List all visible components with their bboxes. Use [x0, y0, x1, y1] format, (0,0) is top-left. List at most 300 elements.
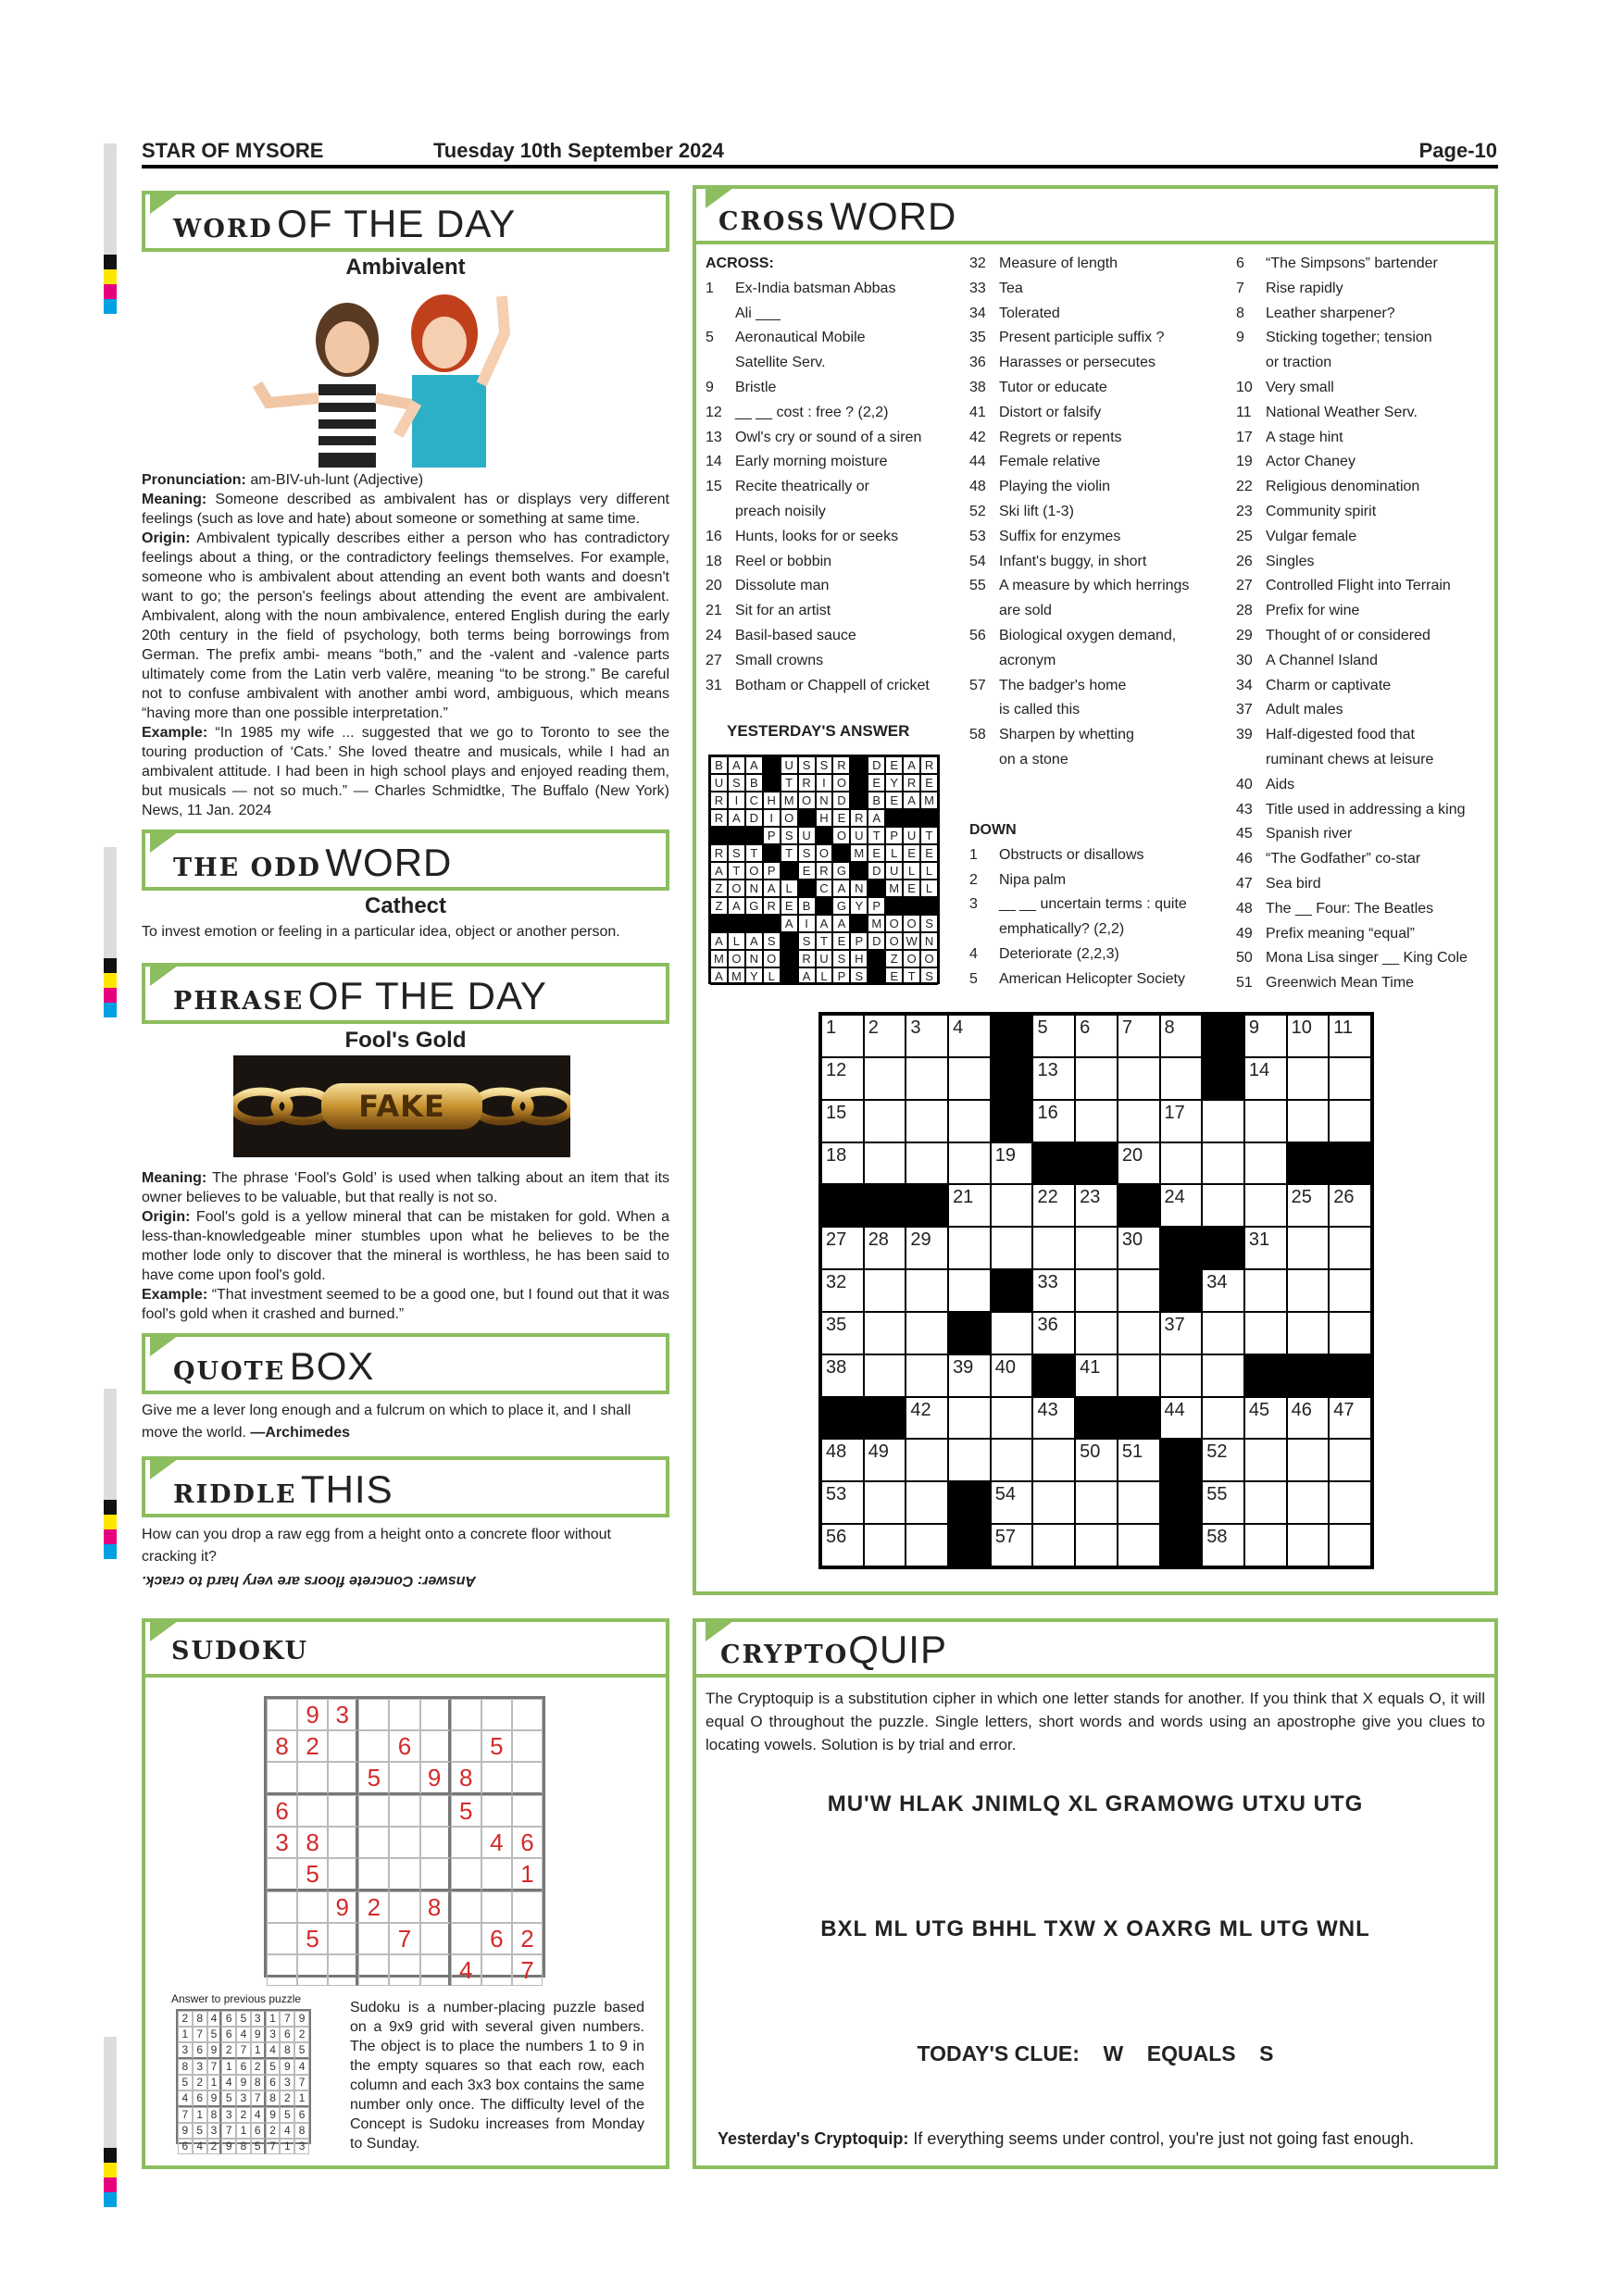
sudoku-cell[interactable]: [481, 1891, 512, 1923]
crossword-cell[interactable]: 53: [821, 1481, 864, 1524]
crossword-cell[interactable]: 14: [1244, 1057, 1287, 1100]
sudoku-cell[interactable]: [267, 1699, 297, 1730]
sudoku-cell[interactable]: 7: [512, 1954, 543, 1986]
crossword-cell[interactable]: [906, 1142, 948, 1185]
clue-text: Mona Lisa singer __ King Cole: [1266, 950, 1468, 967]
clue-line: [706, 376, 956, 401]
sudoku-cell[interactable]: 5: [297, 1923, 328, 1954]
crossword-cell[interactable]: 41: [1075, 1354, 1118, 1397]
crossword-cell[interactable]: [1287, 1439, 1330, 1481]
crossword-cell[interactable]: [1118, 1524, 1160, 1566]
crossword-cell[interactable]: [864, 1312, 906, 1354]
crossword-cell[interactable]: 54: [991, 1481, 1033, 1524]
sudoku-cell[interactable]: [328, 1923, 358, 1954]
black-square: [868, 967, 885, 985]
crossword-cell[interactable]: [864, 1100, 906, 1142]
clue-text: or traction: [1266, 355, 1332, 371]
answer-cell: N: [850, 880, 868, 897]
sudoku-cell[interactable]: [358, 1827, 389, 1858]
crossword-cell[interactable]: 6: [1075, 1015, 1118, 1057]
crossword-cell[interactable]: 26: [1329, 1184, 1371, 1227]
sudoku-cell[interactable]: [420, 1954, 451, 1986]
crossword-cell[interactable]: [864, 1524, 906, 1566]
crossword-cell[interactable]: [1160, 1057, 1203, 1100]
crossword-cell[interactable]: [948, 1227, 991, 1269]
answer-cell: 6: [294, 2107, 309, 2123]
crossword-cell[interactable]: [1202, 1184, 1244, 1227]
crossword-cell[interactable]: 56: [821, 1524, 864, 1566]
down-clues: [969, 818, 1229, 992]
crossword-cell[interactable]: 22: [1032, 1184, 1075, 1227]
sudoku-cell[interactable]: 8: [451, 1762, 481, 1795]
sudoku-cell[interactable]: 4: [451, 1954, 481, 1986]
sudoku-cell[interactable]: 8: [267, 1730, 297, 1762]
clue-number: 56: [969, 627, 986, 643]
crossword-cell[interactable]: [906, 1354, 948, 1397]
crossword-cell[interactable]: [1032, 1227, 1075, 1269]
crossword-cell[interactable]: 5: [1032, 1015, 1075, 1057]
crossword-cell[interactable]: [948, 1100, 991, 1142]
sudoku-cell[interactable]: [481, 1795, 512, 1827]
sudoku-cell[interactable]: [420, 1858, 451, 1891]
answer-cell: T: [728, 862, 745, 880]
clue-text: Suffix for enzymes: [999, 528, 1121, 544]
clue-text: Infant's buggy, in short: [999, 553, 1147, 569]
answer-cell: Y: [885, 774, 903, 792]
crossword-cell[interactable]: 42: [906, 1397, 948, 1440]
answer-cell: A: [728, 809, 745, 827]
crossword-cell[interactable]: 46: [1287, 1397, 1330, 1440]
crossword-cell[interactable]: 57: [991, 1524, 1033, 1566]
clue-line: [969, 723, 1219, 748]
answer-cell: R: [920, 756, 938, 774]
crossword-cell[interactable]: 8: [1160, 1015, 1203, 1057]
sudoku-cell[interactable]: 2: [297, 1730, 328, 1762]
sudoku-cell[interactable]: [297, 1891, 328, 1923]
crossword-cell[interactable]: [1244, 1184, 1287, 1227]
crossword-cell[interactable]: [1287, 1524, 1330, 1566]
crossword-cell[interactable]: 37: [1160, 1312, 1203, 1354]
black-square: [832, 844, 850, 862]
riddle-title: RIDDLE THIS: [173, 1467, 394, 1511]
sudoku-cell[interactable]: [512, 1730, 543, 1762]
crossword-cell[interactable]: [1118, 1354, 1160, 1397]
sudoku-cell[interactable]: [451, 1730, 481, 1762]
crossword-cell[interactable]: 28: [864, 1227, 906, 1269]
crossword-cell[interactable]: [906, 1057, 948, 1100]
sudoku-cell[interactable]: [420, 1699, 451, 1730]
crossword-cell[interactable]: [864, 1481, 906, 1524]
crossword-cell[interactable]: [1244, 1312, 1287, 1354]
sudoku-grid[interactable]: [264, 1696, 545, 1984]
crossword-cell[interactable]: [1287, 1481, 1330, 1524]
clue-number: 48: [1236, 900, 1253, 917]
sudoku-cell[interactable]: [328, 1858, 358, 1891]
crossword-cell[interactable]: [1329, 1100, 1371, 1142]
crossword-cell[interactable]: 20: [1118, 1142, 1160, 1185]
crossword-cell[interactable]: 21: [948, 1184, 991, 1227]
sudoku-cell[interactable]: [481, 1699, 512, 1730]
crossword-cell[interactable]: [1118, 1481, 1160, 1524]
clue-line: [969, 674, 1219, 699]
answer-cell: 1: [236, 2123, 251, 2139]
sudoku-cell[interactable]: 6: [267, 1795, 297, 1827]
sudoku-cell[interactable]: [328, 1795, 358, 1827]
clue-line: [1236, 450, 1486, 475]
clue-text: ruminant chews at leisure: [1266, 751, 1434, 767]
crossword-cell[interactable]: [1118, 1057, 1160, 1100]
crossword-cell[interactable]: 34: [1202, 1269, 1244, 1312]
crossword-cell[interactable]: [1287, 1227, 1330, 1269]
answer-cell: 1: [193, 2107, 207, 2123]
yesterday-cryptoquip: Yesterday's Cryptoquip: If everything seems under control, you're just not going fast enough.: [718, 2129, 1415, 2148]
sudoku-cell[interactable]: 3: [267, 1827, 297, 1858]
crossword-cell[interactable]: 23: [1075, 1184, 1118, 1227]
clue-line: [706, 326, 956, 351]
crossword-cell[interactable]: [906, 1269, 948, 1312]
sudoku-cell[interactable]: [389, 1795, 419, 1827]
crossword-cell[interactable]: [1202, 1100, 1244, 1142]
sudoku-cell[interactable]: [358, 1923, 389, 1954]
crossword-cell[interactable]: 4: [948, 1015, 991, 1057]
clue-number: 7: [1236, 280, 1244, 296]
crossword-cell[interactable]: [1329, 1312, 1371, 1354]
black-square: [710, 915, 728, 932]
sudoku-cell[interactable]: [267, 1762, 297, 1795]
crossword-cell[interactable]: 30: [1118, 1227, 1160, 1269]
sudoku-cell[interactable]: [512, 1762, 543, 1795]
crossword-cell[interactable]: [1032, 1439, 1075, 1481]
crossword-cell[interactable]: 17: [1160, 1100, 1203, 1142]
crossword-grid[interactable]: [818, 1012, 1374, 1569]
sudoku-cell[interactable]: [451, 1699, 481, 1730]
crossword-cell[interactable]: [1075, 1057, 1118, 1100]
black-square: [903, 809, 920, 827]
crossword-cell[interactable]: [1202, 1312, 1244, 1354]
crossword-cell[interactable]: 45: [1244, 1397, 1287, 1440]
answer-cell: E: [832, 809, 850, 827]
answer-cell: E: [885, 792, 903, 809]
sudoku-cell[interactable]: [297, 1762, 328, 1795]
sudoku-cell[interactable]: [328, 1762, 358, 1795]
answer-cell: H: [763, 792, 781, 809]
sudoku-cell[interactable]: [481, 1954, 512, 1986]
crossword-cell[interactable]: [1118, 1269, 1160, 1312]
crossword-cell[interactable]: [1244, 1524, 1287, 1566]
clue-line: [706, 351, 956, 376]
crossword-cell[interactable]: 25: [1287, 1184, 1330, 1227]
sudoku-cell[interactable]: [297, 1954, 328, 1986]
clue-line: [1236, 698, 1486, 723]
answer-cell: 7: [207, 2059, 222, 2075]
answer-cell: 5: [236, 2011, 251, 2027]
crossword-cell[interactable]: [1075, 1227, 1118, 1269]
crossword-cell[interactable]: 43: [1032, 1397, 1075, 1440]
crossword-cell[interactable]: 7: [1118, 1015, 1160, 1057]
crossword-cell[interactable]: 55: [1202, 1481, 1244, 1524]
answer-cell: O: [781, 809, 798, 827]
sudoku-cell[interactable]: 5: [451, 1795, 481, 1827]
crossword-cell[interactable]: [1118, 1312, 1160, 1354]
sudoku-cell[interactable]: [420, 1795, 451, 1827]
sudoku-cell[interactable]: 5: [358, 1762, 389, 1795]
sudoku-cell[interactable]: [358, 1858, 389, 1891]
black-square: [991, 1015, 1033, 1057]
cryptoquip-header: [693, 1618, 1498, 1678]
clue-number: 22: [1236, 479, 1253, 495]
crossword-cell[interactable]: [1244, 1481, 1287, 1524]
sudoku-cell[interactable]: [389, 1762, 419, 1795]
clue-text: Tutor or educate: [999, 379, 1107, 395]
sudoku-cell[interactable]: 8: [297, 1827, 328, 1858]
sudoku-cell[interactable]: 2: [512, 1923, 543, 1954]
clue-text: Title used in addressing a king: [1266, 801, 1466, 817]
crossword-cell[interactable]: [1329, 1269, 1371, 1312]
crossword-cell[interactable]: 12: [821, 1057, 864, 1100]
crossword-cell[interactable]: [1202, 1354, 1244, 1397]
crossword-cell[interactable]: 1: [821, 1015, 864, 1057]
sudoku-cell[interactable]: 7: [389, 1923, 419, 1954]
crossword-cell[interactable]: [864, 1057, 906, 1100]
crossword-cell[interactable]: [1075, 1100, 1118, 1142]
clue-text: Community spirit: [1266, 503, 1377, 519]
crossword-cell[interactable]: [948, 1439, 991, 1481]
crossword-cell[interactable]: 40: [991, 1354, 1033, 1397]
word-of-day-body: Pronunciation: am-BIV-uh-lunt (Adjective) Meaning: Someone described as ambivalent has or displays very different feelings (such as love and hate) about someone or something at same time. Origin: Ambivalent typically describes either a person who has contradictory feelings about a thing, or the contradictory feelings themselves. For example, someone who is ambivalent about attending an event both wants and doesn't want to go; the person's feelings about attending the event are ambivalent. Ambivalent, along with the noun ambivalence, entered English during the early 20th century in the field of psychology, both terms being borrowings from German. The prefix ambi- means “both,” and the -valent and -valence parts ultimately come from the Latin verb valēre, meaning “to be strong.” Be careful not to confuse ambivalent with another ambi word, ambiguous, which means “having more than one possible interpretation.” Example: “In 1985 my wife ... suggested that we go to Toronto to see the touring production of ‘Cats.’ She loved theatre and musicals, while I had an ambivalent attitude. I had been in high school plays and enjoyed reading them, but musicals — not so much.” — Charles Schmidtke, The Buffalo (New York) News, 11 Jan. 2024: [142, 472, 670, 818]
clue-text: Ski lift (1-3): [999, 503, 1074, 519]
crossword-cell[interactable]: [1329, 1524, 1371, 1566]
crossword-cell[interactable]: 31: [1244, 1227, 1287, 1269]
sudoku-cell[interactable]: [512, 1795, 543, 1827]
sudoku-cell[interactable]: [328, 1730, 358, 1762]
crossword-cell[interactable]: [991, 1439, 1033, 1481]
crossword-cell[interactable]: [864, 1354, 906, 1397]
crossword-cell[interactable]: [1287, 1100, 1330, 1142]
sudoku-cell[interactable]: 4: [481, 1827, 512, 1858]
black-square: [1075, 1142, 1118, 1185]
crossword-cell[interactable]: [1075, 1269, 1118, 1312]
crossword-cell[interactable]: [906, 1524, 948, 1566]
clue-number: 25: [1236, 528, 1253, 544]
sudoku-cell[interactable]: [420, 1730, 451, 1762]
sudoku-cell[interactable]: [481, 1858, 512, 1891]
crossword-cell[interactable]: [1202, 1142, 1244, 1185]
black-square: [763, 756, 781, 774]
sudoku-cell[interactable]: [267, 1923, 297, 1954]
answer-cell: M: [920, 792, 938, 809]
sudoku-cell[interactable]: 6: [389, 1730, 419, 1762]
clue-text: A stage hint: [1266, 429, 1343, 445]
answer-cell: 3: [294, 2139, 309, 2154]
black-square: [991, 1057, 1033, 1100]
crossword-cell[interactable]: [1244, 1142, 1287, 1185]
crossword-title: CROSS WORD: [718, 194, 957, 238]
sudoku-cell[interactable]: [420, 1827, 451, 1858]
crossword-cell[interactable]: 47: [1329, 1397, 1371, 1440]
crossword-cell[interactable]: [1118, 1100, 1160, 1142]
crossword-cell[interactable]: [864, 1142, 906, 1185]
crossword-cell[interactable]: [906, 1439, 948, 1481]
crossword-cell[interactable]: [991, 1184, 1033, 1227]
crossword-cell[interactable]: 52: [1202, 1439, 1244, 1481]
sudoku-cell[interactable]: [389, 1891, 419, 1923]
sudoku-cell[interactable]: [358, 1699, 389, 1730]
sudoku-cell[interactable]: [451, 1858, 481, 1891]
crossword-cell[interactable]: [1287, 1057, 1330, 1100]
crossword-cell[interactable]: 29: [906, 1227, 948, 1269]
crossword-cell[interactable]: [1244, 1269, 1287, 1312]
crossword-cell[interactable]: 19: [991, 1142, 1033, 1185]
crossword-cell[interactable]: 18: [821, 1142, 864, 1185]
crossword-cell[interactable]: [1329, 1481, 1371, 1524]
sudoku-cell[interactable]: 9: [297, 1699, 328, 1730]
answer-cell: 9: [266, 2107, 281, 2123]
sudoku-cell[interactable]: [389, 1954, 419, 1986]
sudoku-cell[interactable]: [451, 1827, 481, 1858]
crossword-cell[interactable]: 35: [821, 1312, 864, 1354]
crossword-cell[interactable]: 27: [821, 1227, 864, 1269]
sudoku-cell[interactable]: [389, 1827, 419, 1858]
sudoku-cell[interactable]: [512, 1699, 543, 1730]
crossword-cell[interactable]: [864, 1269, 906, 1312]
crossword-cell[interactable]: 38: [821, 1354, 864, 1397]
crossword-cell[interactable]: 13: [1032, 1057, 1075, 1100]
answer-cell: T: [868, 827, 885, 844]
crossword-cell[interactable]: 15: [821, 1100, 864, 1142]
sudoku-cell[interactable]: 2: [358, 1891, 389, 1923]
sudoku-cell[interactable]: [420, 1923, 451, 1954]
crossword-cell[interactable]: [1075, 1312, 1118, 1354]
sudoku-cell[interactable]: [328, 1827, 358, 1858]
sudoku-cell[interactable]: [451, 1923, 481, 1954]
crossword-cell[interactable]: 36: [1032, 1312, 1075, 1354]
crossword-cell[interactable]: [1032, 1481, 1075, 1524]
sudoku-cell[interactable]: 9: [420, 1762, 451, 1795]
crossword-cell[interactable]: [1244, 1100, 1287, 1142]
crossword-cell[interactable]: [906, 1100, 948, 1142]
crossword-cell[interactable]: [1160, 1354, 1203, 1397]
sudoku-cell[interactable]: [358, 1954, 389, 1986]
crossword-cell[interactable]: [1075, 1481, 1118, 1524]
clue-number: 32: [969, 256, 986, 271]
crossword-cell[interactable]: 33: [1032, 1269, 1075, 1312]
sudoku-cell[interactable]: [328, 1954, 358, 1986]
clue-line: [1236, 822, 1486, 847]
answer-cell: 5: [266, 2059, 281, 2075]
sudoku-cell[interactable]: [389, 1699, 419, 1730]
yesterday-crossword-grid: [708, 755, 940, 984]
answer-cell: 5: [251, 2139, 266, 2154]
crossword-cell[interactable]: 58: [1202, 1524, 1244, 1566]
crossword-cell[interactable]: [1032, 1524, 1075, 1566]
sudoku-cell[interactable]: [358, 1730, 389, 1762]
answer-cell: 7: [221, 2123, 236, 2139]
crossword-cell[interactable]: [906, 1312, 948, 1354]
crossword-cell[interactable]: [1329, 1439, 1371, 1481]
crossword-cell[interactable]: 16: [1032, 1100, 1075, 1142]
sudoku-cell[interactable]: [389, 1858, 419, 1891]
clue-line: [969, 843, 1229, 868]
crossword-cell[interactable]: 32: [821, 1269, 864, 1312]
crossword-cell[interactable]: [1075, 1524, 1118, 1566]
crossword-cell[interactable]: 51: [1118, 1439, 1160, 1481]
sudoku-cell[interactable]: 5: [481, 1730, 512, 1762]
crossword-cell[interactable]: 48: [821, 1439, 864, 1481]
crossword-cell[interactable]: 3: [906, 1015, 948, 1057]
crossword-cell[interactable]: 39: [948, 1354, 991, 1397]
sudoku-cell[interactable]: [297, 1795, 328, 1827]
answer-cell: 5: [207, 2027, 222, 2042]
crossword-cell[interactable]: 11: [1329, 1015, 1371, 1057]
crossword-cell[interactable]: [948, 1057, 991, 1100]
crossword-cell[interactable]: [948, 1269, 991, 1312]
clue-text: Biological oxygen demand,: [999, 627, 1177, 643]
sudoku-cell[interactable]: [512, 1891, 543, 1923]
crossword-cell[interactable]: [991, 1227, 1033, 1269]
sudoku-cell[interactable]: [451, 1891, 481, 1923]
clue-number: 36: [969, 355, 986, 371]
sudoku-answer-grid: [176, 2009, 311, 2152]
answer-cell: C: [816, 880, 833, 897]
black-square: [781, 967, 798, 985]
crossword-cell[interactable]: 2: [864, 1015, 906, 1057]
crossword-cell[interactable]: [1202, 1397, 1244, 1440]
clue-text: National Weather Serv.: [1266, 404, 1418, 420]
sudoku-cell[interactable]: 1: [512, 1858, 543, 1891]
sudoku-cell[interactable]: 6: [481, 1923, 512, 1954]
crossword-cell[interactable]: [991, 1397, 1033, 1440]
answer-cell: P: [763, 862, 781, 880]
crossword-cell[interactable]: 24: [1160, 1184, 1203, 1227]
answer-cell: S: [798, 756, 816, 774]
registration-bar: [104, 847, 117, 1017]
black-square: [781, 950, 798, 967]
clue-text: Playing the violin: [999, 479, 1111, 495]
crossword-cell[interactable]: 50: [1075, 1439, 1118, 1481]
answer-cell: 2: [251, 2059, 266, 2075]
clue-number: [706, 351, 735, 376]
crossword-cell[interactable]: [1244, 1439, 1287, 1481]
sudoku-cell[interactable]: [267, 1858, 297, 1891]
sudoku-cell[interactable]: [358, 1795, 389, 1827]
sudoku-cell[interactable]: 3: [328, 1699, 358, 1730]
crossword-cell[interactable]: 10: [1287, 1015, 1330, 1057]
crossword-cell[interactable]: [948, 1397, 991, 1440]
crossword-cell[interactable]: 49: [864, 1439, 906, 1481]
crossword-cell[interactable]: [1160, 1142, 1203, 1185]
crossword-cell[interactable]: [906, 1481, 948, 1524]
black-square: [1160, 1439, 1203, 1481]
crossword-cell[interactable]: [1329, 1227, 1371, 1269]
crossword-cell[interactable]: [1329, 1057, 1371, 1100]
sudoku-cell[interactable]: [267, 1954, 297, 1986]
sudoku-cell[interactable]: 8: [420, 1891, 451, 1923]
crossword-cell[interactable]: [1287, 1269, 1330, 1312]
crossword-cell[interactable]: [948, 1142, 991, 1185]
across-clues-col1: [706, 252, 956, 698]
answer-cell: E: [885, 967, 903, 985]
sudoku-cell[interactable]: 6: [512, 1827, 543, 1858]
crossword-cell[interactable]: [1287, 1312, 1330, 1354]
sudoku-cell[interactable]: 5: [297, 1858, 328, 1891]
sudoku-cell[interactable]: [267, 1891, 297, 1923]
sudoku-cell[interactable]: [481, 1762, 512, 1795]
crossword-cell[interactable]: 9: [1244, 1015, 1287, 1057]
crossword-cell[interactable]: [991, 1312, 1033, 1354]
sudoku-cell[interactable]: 9: [328, 1891, 358, 1923]
crossword-cell[interactable]: 44: [1160, 1397, 1203, 1440]
clue-text: Distort or falsify: [999, 404, 1102, 420]
